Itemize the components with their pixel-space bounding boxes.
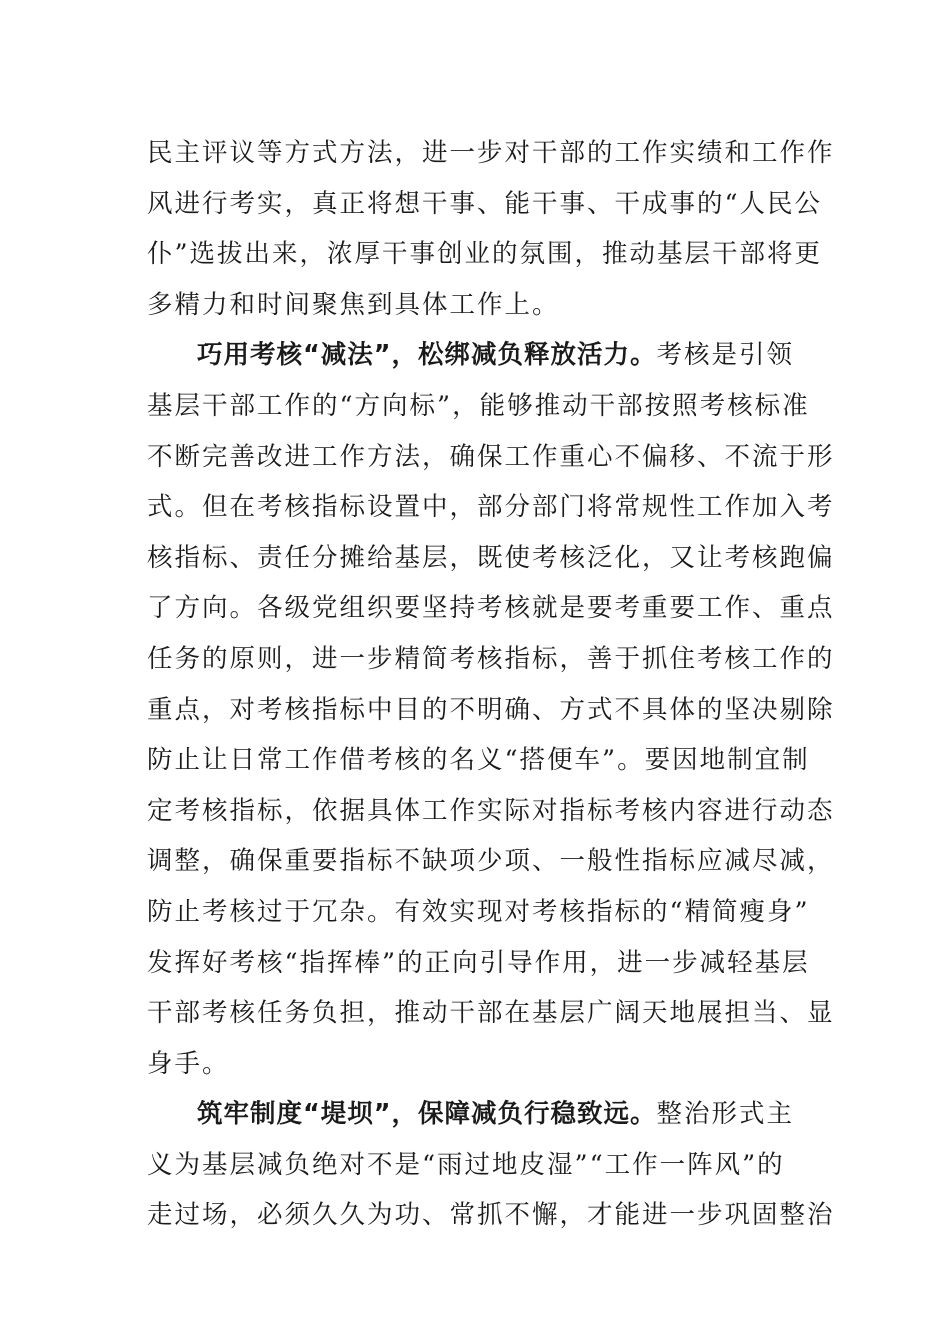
text-line: 不断完善改进工作方法，确保工作重心不偏移、不流于形	[147, 441, 835, 472]
text-line: 多精力和时间聚焦到具体工作上。	[147, 289, 560, 320]
text-line: 防止让日常工作借考核的名义“搭便车”。要因地制宜制	[147, 745, 810, 776]
text-line: 仆”选拔出来，浓厚干事创业的氛围，推动基层干部将更	[147, 239, 823, 270]
text-line: 风进行考实，真正将想干事、能干事、干成事的“人民公	[147, 188, 823, 219]
text-line: 重点，对考核指标中目的不明确、方式不具体的坚决剔除	[147, 694, 835, 725]
text-line: 身手。	[147, 1048, 230, 1079]
text-line: 基层干部工作的“方向标”，能够推动干部按照考核标准	[147, 390, 810, 421]
body-text	[147, 128, 835, 1241]
text-line: 义为基层减负绝对不是“雨过地皮湿”“工作一阵风”的	[147, 1149, 785, 1180]
text-line: 核指标、责任分摊给基层，既使考核泛化，又让考核跑偏	[147, 542, 835, 573]
text-line: 了方向。各级党组织要坚持考核就是要考重要工作、重点	[147, 593, 835, 624]
text-run: 考核是引领	[656, 340, 795, 371]
text-line: 防止考核过于冗杂。有效实现对考核指标的“精简瘦身”	[147, 896, 810, 927]
text-line: 任务的原则，进一步精简考核指标，善于抓住考核工作的	[147, 643, 835, 674]
text-line: 发挥好考核“指挥棒”的正向引导作用，进一步减轻基层	[147, 947, 810, 978]
text-line: 式。但在考核指标设置中，部分部门将常规性工作加入考	[147, 492, 835, 523]
text-line: 干部考核任务负担，推动干部在基层广阔天地展担当、显	[147, 998, 835, 1029]
paragraph-first-line	[147, 1089, 807, 1140]
text-line: 民主评议等方式方法，进一步对干部的工作实绩和工作作	[147, 138, 835, 168]
paragraph-first-line	[147, 330, 807, 381]
section-heading: 筑牢制度“堤坝”，保障减负行稳致远。	[197, 1099, 657, 1130]
text-line: 走过场，必须久久为功、常抓不懈，才能进一步巩固整治	[147, 1200, 835, 1231]
text-line: 定考核指标，依据具体工作实际对指标考核内容进行动态	[147, 795, 835, 826]
text-run: 整治形式主	[656, 1099, 795, 1130]
section-heading: 巧用考核“减法”，松绑减负释放活力。	[197, 340, 657, 371]
text-line: 调整，确保重要指标不缺项少项、一般性指标应减尽减，	[147, 846, 835, 877]
